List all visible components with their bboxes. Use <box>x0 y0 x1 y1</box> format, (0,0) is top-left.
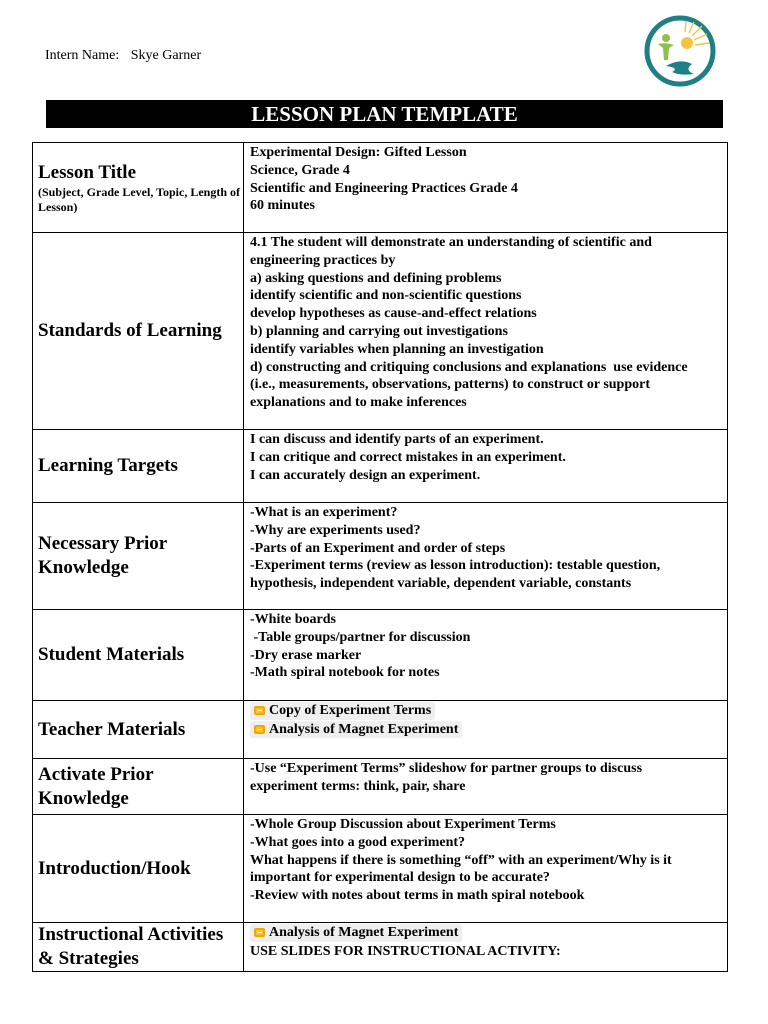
row-label-cell <box>33 815 244 923</box>
row-label-cell <box>33 701 244 759</box>
content-line: I can discuss and identify parts of an experiment. <box>250 432 544 447</box>
row-label-cell <box>33 430 244 503</box>
table-row-activate-prior-knowledge <box>33 759 728 815</box>
row-content-cell <box>244 923 728 972</box>
row-label: Standards of Learning <box>38 320 222 341</box>
file-link-chip[interactable] <box>250 721 462 739</box>
content-line: experiment terms: think, pair, share <box>250 778 466 794</box>
content-line: d) constructing and critiquing conclusions and explanations use evidence <box>250 359 688 375</box>
file-link-chip[interactable] <box>250 702 435 720</box>
file-link-label: Analysis of Magnet Experiment <box>269 925 459 940</box>
table-row-instructional-activities <box>33 923 728 972</box>
row-content-cell <box>244 503 728 610</box>
row-content-cell <box>244 430 728 503</box>
intern-name-line <box>45 48 201 64</box>
row-content-cell <box>244 610 728 701</box>
content-line: I can accurately design an experiment. <box>250 467 481 483</box>
content-line: engineering practices by <box>250 252 396 268</box>
content-line: I can critique and correct mistakes in an experiment. <box>250 449 566 465</box>
table-row-introduction-hook <box>33 815 728 923</box>
content-line: -White boards <box>250 612 336 627</box>
content-line: -Use “Experiment Terms” slideshow for partner groups to discuss <box>250 761 643 776</box>
table-row-prior-knowledge <box>33 503 728 610</box>
page-title: LESSON PLAN TEMPLATE <box>46 100 723 128</box>
content-line: USE SLIDES FOR INSTRUCTIONAL ACTIVITY: <box>250 943 561 959</box>
file-icon <box>254 706 265 715</box>
row-label-cell <box>33 143 244 233</box>
row-label-cell <box>33 503 244 610</box>
content-line: a) asking questions and defining problems <box>250 270 502 286</box>
row-label: Instructional Activities & Strategies <box>38 924 224 969</box>
content-line: What happens if there is something “off” with an experiment/Why is it <box>250 852 672 868</box>
content-line: important for experimental design to be accurate? <box>250 870 550 886</box>
row-label-cell <box>33 233 244 430</box>
school-logo <box>636 14 724 88</box>
content-line: -Parts of an Experiment and order of steps <box>250 540 506 556</box>
content-line: -Dry erase marker <box>250 647 362 663</box>
row-content-cell <box>244 701 728 759</box>
table-row-lesson-title <box>33 143 728 233</box>
file-link-label: Analysis of Magnet Experiment <box>269 721 459 737</box>
file-icon <box>254 928 265 937</box>
table-row-standards <box>33 233 728 430</box>
content-line: -Table groups/partner for discussion <box>250 629 471 645</box>
row-label-cell <box>33 923 244 972</box>
row-label: Teacher Materials <box>38 718 186 740</box>
content-line: -What is an experiment? <box>250 505 398 520</box>
row-label: Learning Targets <box>38 455 178 476</box>
file-link-label: Copy of Experiment Terms <box>269 703 432 718</box>
content-line: identify variables when planning an investigation <box>250 341 544 357</box>
file-icon <box>254 725 265 734</box>
row-sublabel: (Subject, Grade Level, Topic, Length of Lesson) <box>38 184 241 214</box>
content-line: -Experiment terms (review as lesson introduction): testable question, <box>250 558 661 574</box>
content-line: 4.1 The student will demonstrate an understanding of scientific and <box>250 235 652 250</box>
content-line: -What goes into a good experiment? <box>250 834 466 850</box>
content-line: Experimental Design: Gifted Lesson <box>250 145 467 160</box>
row-label: Introduction/Hook <box>38 857 191 879</box>
content-line: explanations and to make inferences <box>250 395 467 411</box>
row-label-cell <box>33 759 244 815</box>
content-line: develop hypotheses as cause-and-effect relations <box>250 306 537 322</box>
row-label: Activate Prior Knowledge <box>38 763 154 809</box>
content-line: identify scientific and non-scientific questions <box>250 288 522 304</box>
content-line: 60 minutes <box>250 198 315 214</box>
row-content-cell <box>244 233 728 430</box>
row-content-cell <box>244 759 728 815</box>
content-line: -Why are experiments used? <box>250 522 421 538</box>
row-content-cell <box>244 815 728 923</box>
content-line: Scientific and Engineering Practices Grade 4 <box>250 180 518 196</box>
row-label: Student Materials <box>38 644 185 665</box>
row-content-cell <box>244 143 728 233</box>
file-link-chip[interactable] <box>250 924 462 942</box>
content-line: b) planning and carrying out investigations <box>250 323 508 339</box>
lesson-plan-table <box>32 142 728 972</box>
intern-name-value: Skye Garner <box>130 48 202 63</box>
intern-name-label: Intern Name: <box>45 48 120 63</box>
table-row-teacher-materials <box>33 701 728 759</box>
row-label: Lesson Title <box>38 161 137 183</box>
content-line: Science, Grade 4 <box>250 162 350 178</box>
row-label-cell <box>33 610 244 701</box>
content-line: -Math spiral notebook for notes <box>250 665 440 681</box>
content-line: -Whole Group Discussion about Experiment Terms <box>250 817 556 832</box>
content-line: hypothesis, independent variable, dependent variable, constants <box>250 576 632 592</box>
content-line: -Review with notes about terms in math spiral notebook <box>250 888 585 904</box>
row-label: Necessary Prior Knowledge <box>38 533 167 578</box>
content-line: (i.e., measurements, observations, patterns) to construct or support <box>250 377 650 393</box>
table-row-learning-targets <box>33 430 728 503</box>
table-row-student-materials <box>33 610 728 701</box>
